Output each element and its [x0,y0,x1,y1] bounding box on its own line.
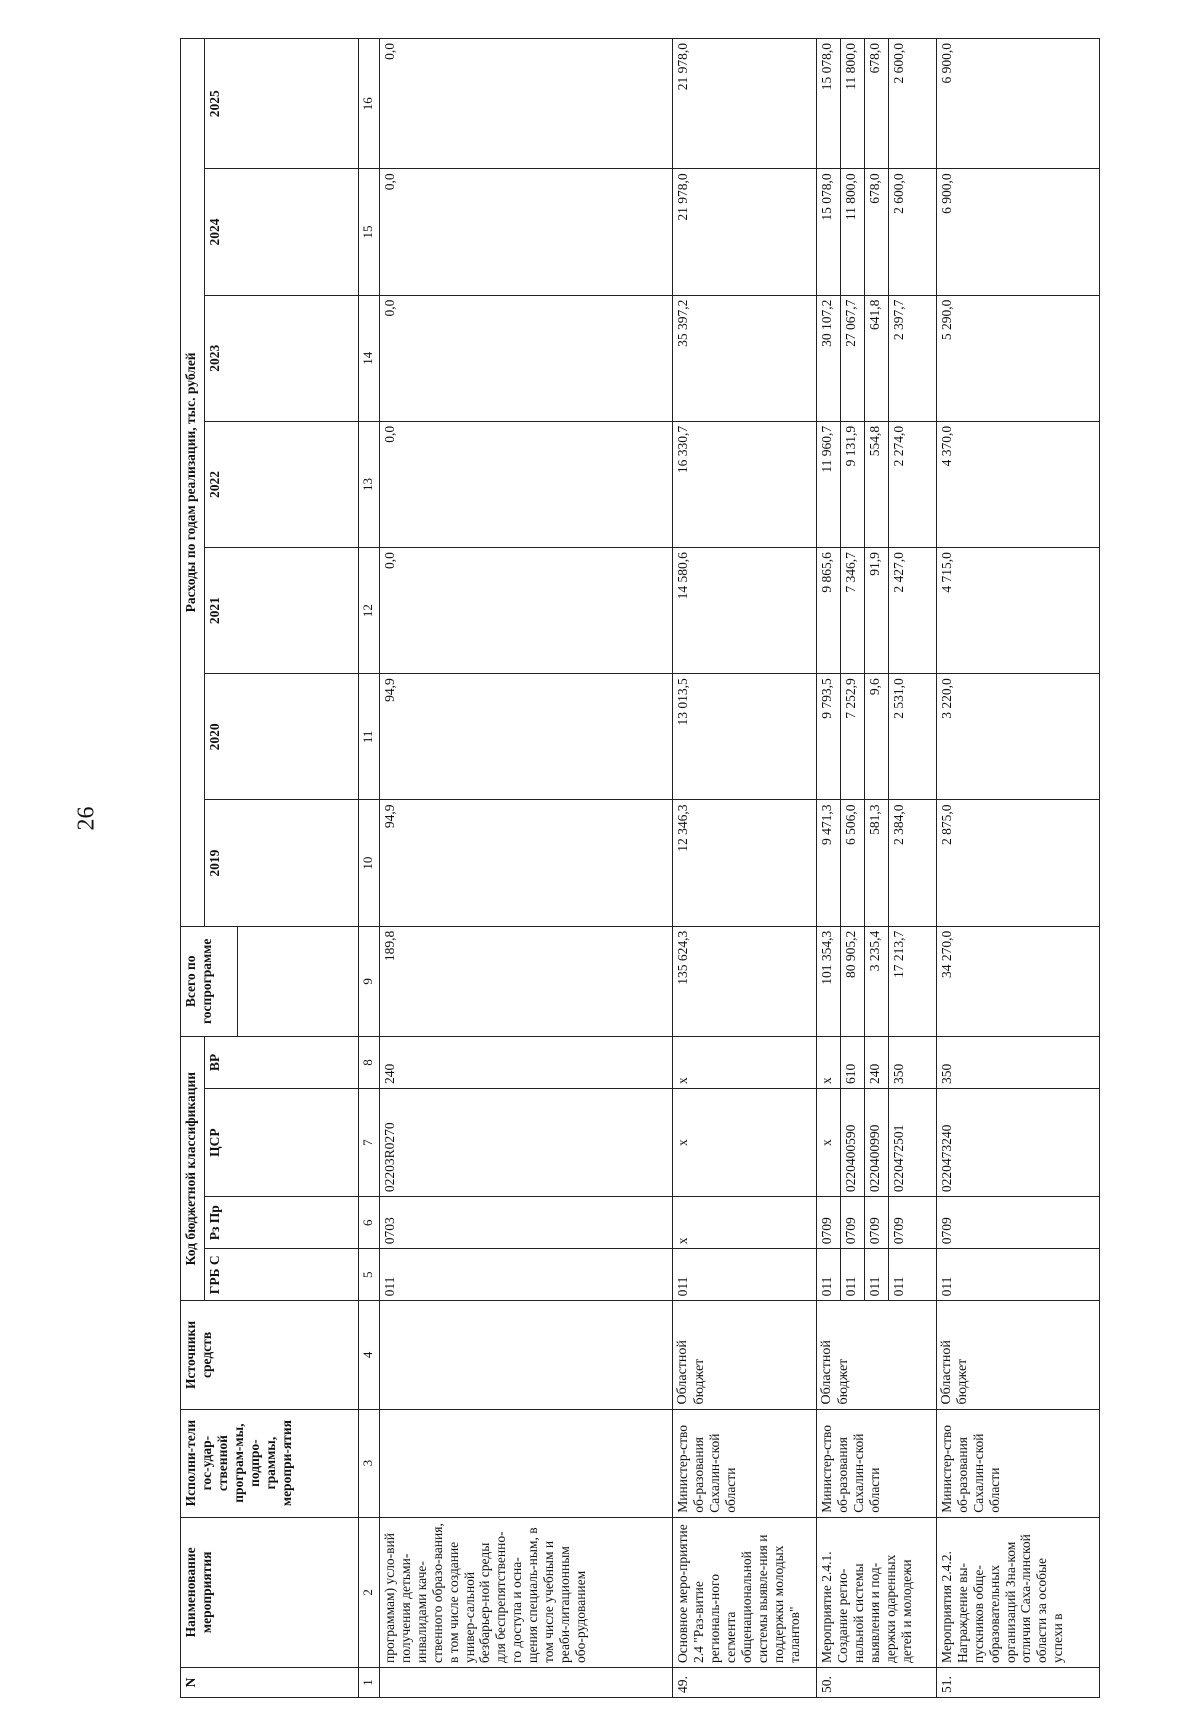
row-grbs: 011 [865,1249,889,1301]
row-csr: 02203R0270 [379,1088,673,1196]
row-name: Основное меро-приятие 2.4 "Раз-витие региональ-ного сегмента общенациональной системы выявле-ния и поддержки молодых талантов" [673,1517,817,1667]
row-2021: 91,9 [865,548,889,674]
row-vr: 350 [936,1036,1099,1088]
row-csr: x [817,1088,841,1196]
row-grbs: 011 [817,1249,841,1301]
header-executors: Исполни-тели гос-удар-ственной програм-мы, подпро-граммы, меропри-ятия [181,1409,359,1517]
row-executor: Министер-ство об-разования Сахалин-ской области [673,1409,817,1517]
row-2019: 6 506,0 [841,800,865,926]
header-year-2023: 2023 [204,295,358,421]
row-executor: Министер-ство об-разования Сахалин-ской области [936,1409,1099,1517]
row-csr: x [673,1088,817,1196]
row-2024: 11 800,0 [841,169,865,295]
table-row [673,39,817,1698]
row-rzpr: 0709 [841,1197,865,1249]
index-cell: 1 [359,1667,380,1697]
row-vr: 240 [865,1036,889,1088]
row-number: 49. [673,1667,817,1697]
index-cell: 9 [359,926,380,1036]
row-2019: 94,9 [379,800,673,926]
row-executor [379,1409,673,1517]
table-row [817,39,841,1698]
row-2020: 9,6 [865,674,889,800]
row-2020: 94,9 [379,674,673,800]
row-vr: x [817,1036,841,1088]
row-csr: 0220472501 [889,1088,937,1196]
row-csr: 0220400990 [865,1088,889,1196]
index-cell: 3 [359,1409,380,1517]
row-rzpr: 0709 [936,1197,1099,1249]
row-name: Мероприятия 2.4.2. Награждение вы-пускников обще-образовательных организаций Зна-ком отличия Саха-линской области за особые успехи в [936,1517,1099,1667]
row-source: Областной бюджет [673,1301,817,1409]
header-name: Наименование мероприятия [181,1517,359,1667]
row-2025: 2 600,0 [889,39,937,169]
row-rzpr: 0709 [889,1197,937,1249]
row-2025: 21 978,0 [673,39,817,169]
row-2024: 15 078,0 [817,169,841,295]
row-name: программам) усло-вий получения детьми-инвалидами каче-ственного образо-вания, в том числе создание универ-сальной безбарьер-ной среды для беспрепятственно-го доступа и осна-щения специаль-ным, в том числе учебным и реаби-литационным обо-рудованием [379,1517,673,1667]
row-2023: 641,8 [865,295,889,421]
row-2020: 3 220,0 [936,674,1099,800]
row-2023: 35 397,2 [673,295,817,421]
index-row [359,39,380,1698]
row-2023: 2 397,7 [889,295,937,421]
row-2022: 4 370,0 [936,421,1099,547]
row-2025: 6 900,0 [936,39,1099,169]
header-rzpr: Рз Пр [204,1197,358,1249]
row-2022: 2 274,0 [889,421,937,547]
row-2021: 2 427,0 [889,548,937,674]
index-cell: 15 [359,169,380,295]
header-n: N [181,1667,359,1697]
header-total-spacer [237,926,359,1036]
row-2019: 12 346,3 [673,800,817,926]
row-2021: 4 715,0 [936,548,1099,674]
row-rzpr: 0709 [865,1197,889,1249]
row-grbs: 011 [673,1249,817,1301]
row-grbs: 011 [936,1249,1099,1301]
row-vr: x [673,1036,817,1088]
row-2024: 0,0 [379,169,673,295]
row-number [379,1667,673,1697]
rotated-table-container [180,38,1100,1698]
header-grbs: ГРБ С [204,1249,358,1301]
row-grbs: 011 [889,1249,937,1301]
row-2019: 2 384,0 [889,800,937,926]
row-2022: 11 960,7 [817,421,841,547]
row-2022: 554,8 [865,421,889,547]
row-2021: 14 580,6 [673,548,817,674]
row-2021: 7 346,7 [841,548,865,674]
index-cell: 7 [359,1088,380,1196]
header-csr: ЦСР [204,1088,358,1196]
row-rzpr: x [673,1197,817,1249]
row-2025: 15 078,0 [817,39,841,169]
page-number: 26 [73,806,100,831]
row-total: 34 270,0 [936,926,1099,1036]
row-number: 50. [817,1667,937,1697]
header-year-2019: 2019 [204,800,358,926]
row-total: 135 624,3 [673,926,817,1036]
row-executor: Министер-ство об-разования Сахалин-ской области [817,1409,937,1517]
row-2024: 6 900,0 [936,169,1099,295]
row-2025: 0,0 [379,39,673,169]
header-total: Всего по госпрограмме [181,926,238,1036]
row-2023: 5 290,0 [936,295,1099,421]
index-cell: 6 [359,1197,380,1249]
row-2021: 9 865,6 [817,548,841,674]
header-sources: Источники средств [181,1301,359,1409]
row-2023: 30 107,2 [817,295,841,421]
table-row [936,39,1099,1698]
row-grbs: 011 [379,1249,673,1301]
row-total: 3 235,4 [865,926,889,1036]
row-vr: 610 [841,1036,865,1088]
row-2019: 581,3 [865,800,889,926]
row-source [379,1301,673,1409]
row-2023: 27 067,7 [841,295,865,421]
row-2024: 678,0 [865,169,889,295]
row-2020: 7 252,9 [841,674,865,800]
row-number: 51. [936,1667,1099,1697]
row-2020: 2 531,0 [889,674,937,800]
row-2023: 0,0 [379,295,673,421]
row-2019: 2 875,0 [936,800,1099,926]
row-2019: 9 471,3 [817,800,841,926]
header-expenses: Расходы по годам реализации, тыс. рублей [181,39,205,927]
index-cell: 2 [359,1517,380,1667]
header-year-2020: 2020 [204,674,358,800]
budget-table [180,38,1100,1698]
row-grbs: 011 [841,1249,865,1301]
row-source: Областной бюджет [817,1301,937,1409]
index-cell: 13 [359,421,380,547]
index-cell: 11 [359,674,380,800]
row-rzpr: 0703 [379,1197,673,1249]
row-csr: 0220400590 [841,1088,865,1196]
row-vr: 240 [379,1036,673,1088]
row-total: 17 213,7 [889,926,937,1036]
header-year-2021: 2021 [204,548,358,674]
row-total: 80 905,2 [841,926,865,1036]
row-total: 189,8 [379,926,673,1036]
row-total: 101 354,3 [817,926,841,1036]
row-2022: 9 131,9 [841,421,865,547]
index-cell: 8 [359,1036,380,1088]
header-year-2025: 2025 [204,39,358,169]
row-2020: 9 793,5 [817,674,841,800]
table-row [379,39,673,1698]
header-year-2024: 2024 [204,169,358,295]
header-year-2022: 2022 [204,421,358,547]
index-cell: 4 [359,1301,380,1409]
row-2024: 2 600,0 [889,169,937,295]
index-cell: 12 [359,548,380,674]
row-source: Областной бюджет [936,1301,1099,1409]
index-cell: 10 [359,800,380,926]
row-2024: 21 978,0 [673,169,817,295]
index-cell: 16 [359,39,380,169]
row-vr: 350 [889,1036,937,1088]
row-2025: 678,0 [865,39,889,169]
row-2022: 0,0 [379,421,673,547]
header-vr: ВР [204,1036,358,1088]
row-csr: 0220473240 [936,1088,1099,1196]
header-budget-code: Код бюджетной классификации [181,1036,205,1300]
row-2021: 0,0 [379,548,673,674]
row-2022: 16 330,7 [673,421,817,547]
row-2020: 13 013,5 [673,674,817,800]
index-cell: 14 [359,295,380,421]
index-cell: 5 [359,1249,380,1301]
row-rzpr: 0709 [817,1197,841,1249]
row-2025: 11 800,0 [841,39,865,169]
row-name: Мероприятие 2.4.1. Создание регио-нальной системы выявления и под-держки одаренных детей и молодежи [817,1517,937,1667]
